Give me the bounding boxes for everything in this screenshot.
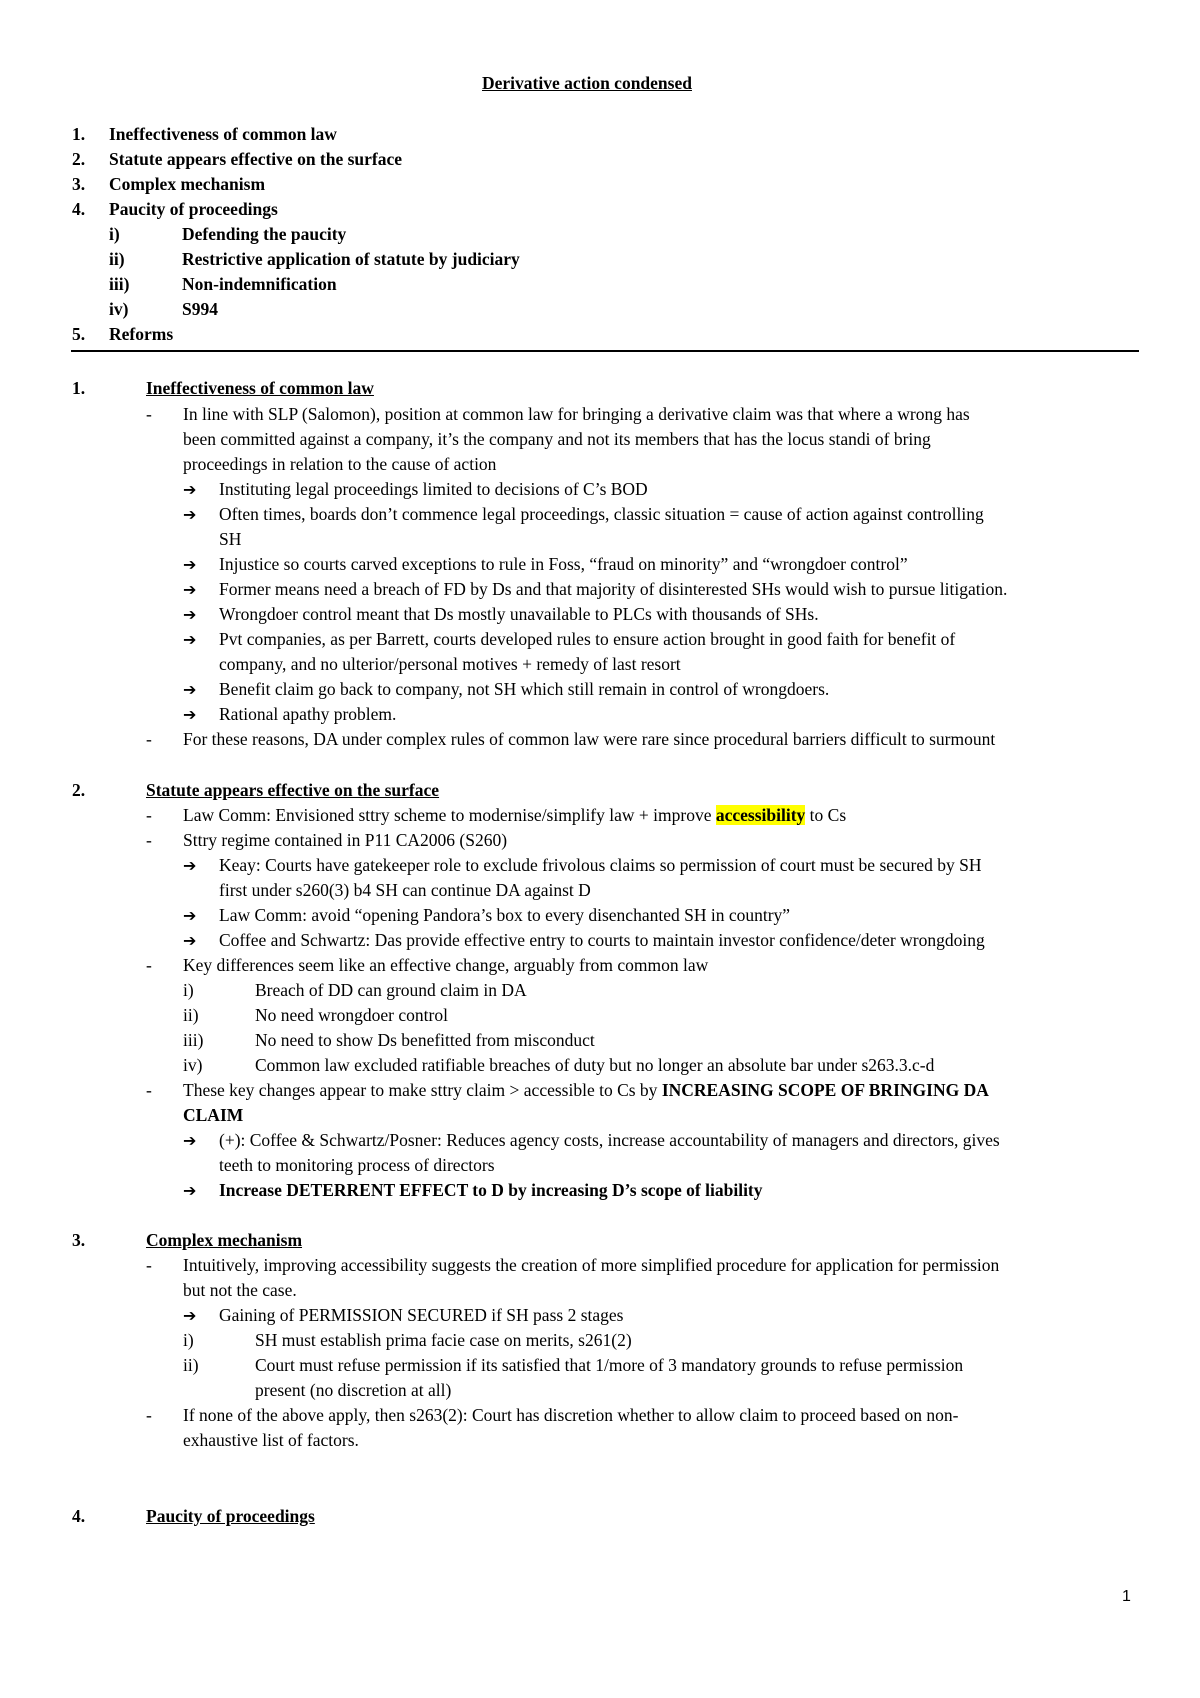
arrow-point: Injustice so courts carved exceptions to rule in Foss, “fraud on minority” and “wrongdoer control” — [219, 554, 908, 574]
arrow-bullet-icon: ➔ — [183, 680, 197, 699]
toc-num: iv) — [109, 299, 129, 319]
toc-num: 4. — [72, 199, 86, 219]
arrow-bullet-icon: ➔ — [183, 630, 197, 649]
arrow-bullet-icon: ➔ — [183, 1131, 197, 1150]
arrow-point: Law Comm: avoid “opening Pandora’s box to every disenchanted SH in country” — [219, 905, 791, 925]
dash-bullet-icon: - — [146, 404, 152, 424]
arrow-point: Benefit claim go back to company, not SH which still remain in control of wrongdoers. — [219, 679, 830, 699]
arrow-bullet-icon: ➔ — [183, 605, 197, 624]
arrow-point: (+): Coffee & Schwartz/Posner: Reduces agency costs, increase accountability of managers and directors, gives — [219, 1130, 1000, 1150]
highlighted-text: accessibility — [715, 805, 806, 825]
toc-item: Non-indemnification — [182, 274, 337, 294]
arrow-point: Rational apathy problem. — [219, 704, 397, 724]
toc-num: ii) — [109, 249, 125, 269]
roman-num: i) — [183, 980, 194, 1000]
section-number: 2. — [72, 780, 86, 800]
toc-item: Restrictive application of statute by judiciary — [182, 249, 520, 269]
paragraph-line: proceedings in relation to the cause of action — [183, 454, 497, 474]
arrow-bullet-icon: ➔ — [183, 856, 197, 875]
text-run: These key changes appear to make sttry claim > accessible to Cs by — [183, 1080, 662, 1100]
section-number: 4. — [72, 1506, 86, 1526]
paragraph-line — [183, 1082, 989, 1100]
paragraph-line: For these reasons, DA under complex rules of common law were rare since procedural barriers difficult to surmount — [183, 729, 996, 749]
list-item: SH must establish prima facie case on merits, s261(2) — [255, 1330, 632, 1350]
roman-num: iii) — [183, 1030, 204, 1050]
paragraph-line: Intuitively, improving accessibility suggests the creation of more simplified procedure for application for permission — [183, 1255, 1000, 1275]
arrow-point: teeth to monitoring process of directors — [219, 1155, 495, 1175]
arrow-point: Often times, boards don’t commence legal proceedings, classic situation = cause of action against controlling — [219, 504, 984, 524]
toc-num: iii) — [109, 274, 130, 294]
dash-bullet-icon: - — [146, 955, 152, 975]
arrow-point: Gaining of PERMISSION SECURED if SH pass 2 stages — [219, 1305, 624, 1325]
toc-item: Paucity of proceedings — [109, 199, 278, 219]
list-item: Common law excluded ratifiable breaches of duty but no longer an absolute bar under s263.3.c-d — [255, 1055, 935, 1075]
list-item: Breach of DD can ground claim in DA — [255, 980, 527, 1000]
arrow-point: Pvt companies, as per Barrett, courts developed rules to ensure action brought in good faith for benefit of — [219, 629, 956, 649]
arrow-bullet-icon: ➔ — [183, 931, 197, 950]
toc-num: 5. — [72, 324, 86, 344]
dash-bullet-icon: - — [146, 729, 152, 749]
arrow-point: Keay: Courts have gatekeeper role to exclude frivolous claims so permission of court must be secured by SH — [219, 855, 982, 875]
roman-num: ii) — [183, 1005, 199, 1025]
arrow-point: Instituting legal proceedings limited to decisions of C’s BOD — [219, 479, 648, 499]
paragraph-line: Sttry regime contained in P11 CA2006 (S260) — [183, 830, 508, 850]
dash-bullet-icon: - — [146, 830, 152, 850]
section-heading: Statute appears effective on the surface — [146, 780, 440, 800]
roman-num: iv) — [183, 1055, 203, 1075]
dash-bullet-icon: - — [146, 1255, 152, 1275]
arrow-point: Coffee and Schwartz: Das provide effective entry to courts to maintain investor confidence/deter wrongdoing — [219, 930, 985, 950]
section-heading: Paucity of proceedings — [146, 1506, 315, 1526]
arrow-bullet-icon: ➔ — [183, 580, 197, 599]
paragraph-line: been committed against a company, it’s the company and not its members that has the locus standi of bring — [183, 429, 931, 449]
page-title: Derivative action condensed — [482, 73, 692, 93]
emphasis-text: INCREASING SCOPE OF BRINGING DA — [661, 1080, 989, 1100]
arrow-bullet-icon: ➔ — [183, 480, 197, 499]
toc-num: 3. — [72, 174, 86, 194]
roman-num: ii) — [183, 1355, 199, 1375]
dash-bullet-icon: - — [146, 1080, 152, 1100]
arrow-point: Former means need a breach of FD by Ds and that majority of disinterested SHs would wish to pursue litigation. — [219, 579, 1008, 599]
toc-item: Ineffectiveness of common law — [109, 124, 337, 144]
toc-item: Reforms — [109, 324, 174, 344]
toc-item: Defending the paucity — [182, 224, 347, 244]
emphasis-text: CLAIM — [183, 1105, 244, 1125]
arrow-point: company, and no ulterior/personal motives + remedy of last resort — [219, 654, 681, 674]
arrow-bullet-icon: ➔ — [183, 1181, 197, 1200]
text-run: to Cs — [805, 805, 847, 825]
arrow-bullet-icon: ➔ — [183, 906, 197, 925]
toc-item: S994 — [182, 299, 218, 319]
page-number: 1 — [1122, 1588, 1131, 1605]
toc-num: i) — [109, 224, 120, 244]
arrow-bullet-icon: ➔ — [183, 505, 197, 524]
paragraph-line: In line with SLP (Salomon), position at common law for bringing a derivative claim was that where a wrong has — [183, 404, 970, 424]
dash-bullet-icon: - — [146, 805, 152, 825]
text-run: Law Comm: Envisioned sttry scheme to modernise/simplify law + improve — [183, 805, 716, 825]
toc-num: 2. — [72, 149, 86, 169]
toc-item: Statute appears effective on the surface — [109, 149, 403, 169]
arrow-bullet-icon: ➔ — [183, 705, 197, 724]
arrow-bullet-icon: ➔ — [183, 555, 197, 574]
arrow-point: SH — [219, 529, 242, 549]
arrow-point: Increase DETERRENT EFFECT to D by increasing D’s scope of liability — [219, 1180, 763, 1200]
paragraph-line: Key differences seem like an effective change, arguably from common law — [183, 955, 709, 975]
section-heading: Ineffectiveness of common law — [146, 378, 374, 398]
list-item: Court must refuse permission if its satisfied that 1/more of 3 mandatory grounds to refuse permission — [255, 1355, 964, 1375]
toc-item: Complex mechanism — [109, 174, 266, 194]
dash-bullet-icon: - — [146, 1405, 152, 1425]
list-item: No need to show Ds benefitted from misconduct — [255, 1030, 595, 1050]
roman-num: i) — [183, 1330, 194, 1350]
arrow-point: first under s260(3) b4 SH can continue DA against D — [219, 880, 591, 900]
section-number: 3. — [72, 1230, 86, 1250]
paragraph-line: exhaustive list of factors. — [183, 1430, 359, 1450]
arrow-point: Wrongdoer control meant that Ds mostly unavailable to PLCs with thousands of SHs. — [219, 604, 819, 624]
horizontal-rule — [71, 350, 1139, 352]
paragraph-line: but not the case. — [183, 1280, 297, 1300]
list-item: No need wrongdoer control — [255, 1005, 448, 1025]
toc-num: 1. — [72, 124, 86, 144]
section-number: 1. — [72, 378, 86, 398]
list-item: present (no discretion at all) — [255, 1380, 452, 1400]
section-heading: Complex mechanism — [146, 1230, 303, 1250]
arrow-bullet-icon: ➔ — [183, 1306, 197, 1325]
paragraph-line — [183, 807, 846, 825]
paragraph-line: If none of the above apply, then s263(2): Court has discretion whether to allow claim to proceed based on non- — [183, 1405, 959, 1425]
